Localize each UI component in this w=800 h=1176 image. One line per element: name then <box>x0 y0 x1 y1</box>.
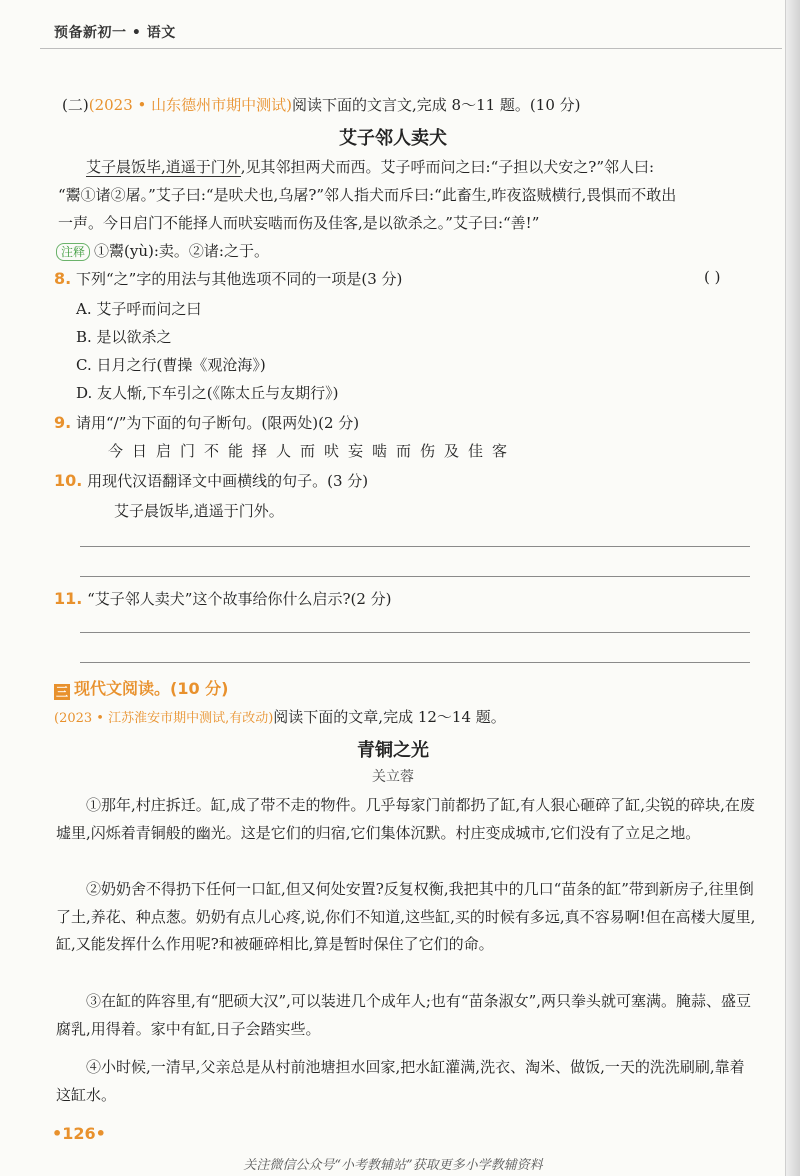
answer-line[interactable] <box>80 546 750 547</box>
article-paragraph: ④小时候,一清早,父亲总是从村前池塘担水回家,把水缸灌满,洗衣、淘米、做饭,一天的洗洗刷刷,靠着这缸水。 <box>56 1058 745 1104</box>
section-heading <box>54 676 228 700</box>
header-label: 预备新初一 • 语文 <box>54 25 176 41</box>
classical-text-line-1 <box>86 156 654 177</box>
sentence-to-translate: 艾子晨饭毕,逍遥于门外。 <box>114 502 284 520</box>
answer-line[interactable] <box>80 576 750 577</box>
question-10 <box>54 470 368 491</box>
page-number-dot: • <box>52 1124 63 1143</box>
question-8-text: 下列“之”字的用法与其他选项不同的一项是(3 分) <box>76 270 403 288</box>
article-paragraph: ②奶奶舍不得扔下任何一口缸,但又何处安置?反复权衡,我把其中的几口“苗条的缸”带到新房子,往里倒了土,养花、种点葱。奶奶有点儿心疼,说,你们不知道,这些缸,买的时候有多远,真不容易啊!但在高楼大厦里,缸,又能发挥什么作用呢?和被砸碎相比,算是暂时保住了它们的命。 <box>56 880 756 953</box>
question-9-number: 9. <box>54 413 72 432</box>
question-8-number: 8. <box>54 269 72 288</box>
page-number-dot: • <box>95 1124 106 1143</box>
sentence-to-punctuate: 今日启门不能择人而吠妄啮而伤及佳客 <box>108 442 517 460</box>
article-title: 青铜之光 <box>357 740 429 761</box>
underlined-sentence: 艾子晨饭毕,逍遥于门外 <box>86 158 241 176</box>
answer-bracket[interactable]: ( ) <box>704 268 721 286</box>
option-b: B. 是以欲杀之 <box>76 328 172 346</box>
annotation <box>56 240 269 261</box>
article-author: 关立蓉 <box>372 769 414 785</box>
option-a: A. 艾子呼而问之曰 <box>76 300 202 318</box>
option-d: D. 友人惭,下车引之(《陈太丘与友期行》) <box>76 384 339 402</box>
question-10-number: 10. <box>54 471 83 490</box>
part2-instruction: 阅读下面的文言文,完成 8～11 题。(10 分) <box>291 96 581 114</box>
part2-prefix: (二) <box>62 96 89 114</box>
section-heading-text: 现代文阅读。(10 分) <box>74 679 229 698</box>
question-11-number: 11. <box>54 589 83 608</box>
article-paragraph: ③在缸的阵容里,有“肥硕大汉”,可以装进几个成年人;也有“苗条淑女”,两只拳头就可塞满。腌蒜、盛豆腐乳,用得着。家中有缸,日子会踏实些。 <box>56 992 752 1038</box>
part2-heading <box>62 94 580 115</box>
page-number <box>52 1124 106 1143</box>
article-paragraph: ①那年,村庄拆迁。缸,成了带不走的物件。几乎每家门前都扔了缸,有人狠心砸碎了缸,尖锐的碎块,在废墟里,闪烁着青铜般的幽光。这是它们的归宿,它们集体沉默。村庄变成城市,它们没有了立足之地。 <box>56 796 755 842</box>
part3-instruction: 阅读下面的文章,完成 12～14 题。 <box>273 708 506 726</box>
footer-watermark: 关注微信公众号“小考教辅站”获取更多小学教辅资料 <box>243 1158 543 1173</box>
question-11-text: “艾子邻人卖犬”这个故事给你什么启示?(2 分) <box>87 590 392 608</box>
part2-source: (2023 • 山东德州市期中测试) <box>88 96 292 114</box>
question-10-text: 用现代汉语翻译文中画横线的句子。(3 分) <box>87 472 369 490</box>
part3-instruction-line <box>54 706 506 727</box>
classical-text-line-3: 一声。今日启门不能择人而吠妄啮而伤及佳客,是以欲杀之。”艾子曰:“善!” <box>58 214 540 232</box>
answer-line[interactable] <box>80 662 750 663</box>
text-line1-rest: ,见其邻担两犬而西。艾子呼而问之曰:“子担以犬安之?”邻人曰: <box>240 158 655 176</box>
classical-text-title: 艾子邻人卖犬 <box>339 128 447 149</box>
option-c: C. 日月之行(曹操《观沧海》) <box>76 356 266 374</box>
header-divider <box>40 48 782 49</box>
page-edge <box>785 0 800 1176</box>
note-text: ①鬻(yù):卖。②诸:之于。 <box>94 242 269 260</box>
question-9 <box>54 412 359 433</box>
classical-text-line-2: “鬻①诸②屠。”艾子曰:“是吠犬也,乌屠?”邻人指犬而斥曰:“此畜生,昨夜盗贼横行,畏惧而不敢出 <box>58 186 677 204</box>
answer-line[interactable] <box>80 632 750 633</box>
page-number-value: 126 <box>62 1124 96 1143</box>
part3-source: (2023 • 江苏淮安市期中测试,有改动) <box>54 711 274 726</box>
question-8 <box>54 268 402 289</box>
note-tag: 注释 <box>56 243 90 261</box>
question-11 <box>54 588 392 609</box>
section-number-icon: 三 <box>55 685 68 699</box>
question-9-text: 请用“/”为下面的句子断句。(限两处)(2 分) <box>76 414 360 432</box>
